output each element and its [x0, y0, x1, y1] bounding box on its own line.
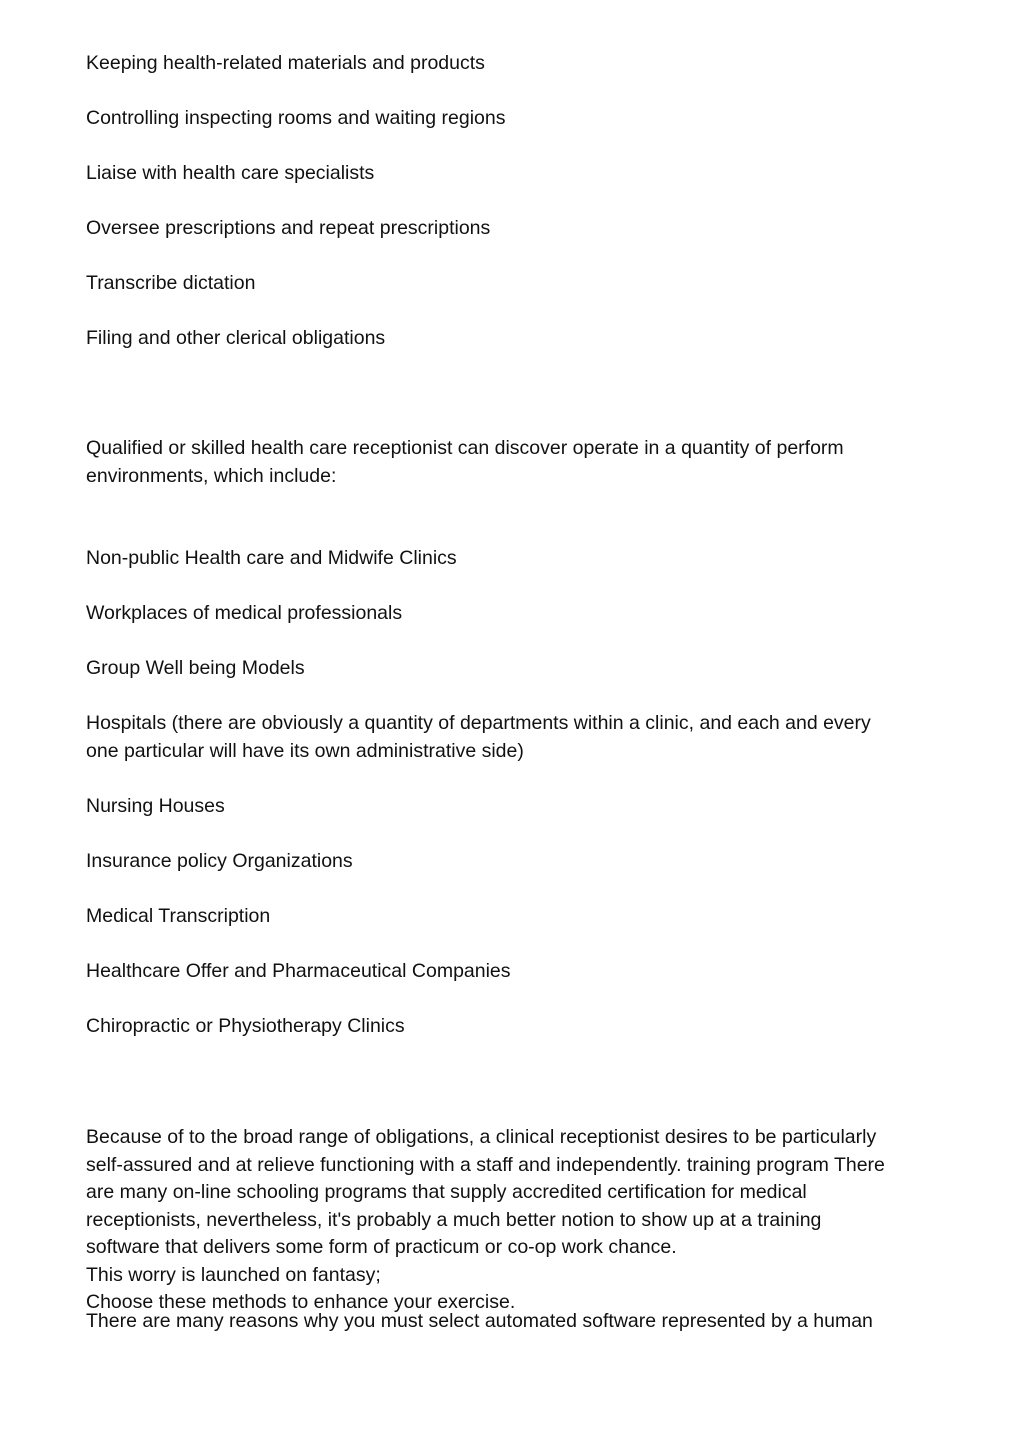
environment-item: Medical Transcription: [86, 905, 271, 927]
duty-item: Oversee prescriptions and repeat prescriptions: [86, 217, 491, 239]
environment-item-hospitals: [86, 710, 946, 765]
paragraph-line: software that delivers some form of practicum or co-op work chance.: [86, 1236, 677, 1258]
environment-item: Insurance policy Organizations: [86, 850, 353, 872]
closing-paragraph: [86, 1124, 946, 1317]
paragraph-line: Hospitals (there are obviously a quantity of departments within a clinic, and each and every: [86, 712, 871, 734]
paragraph-line: one particular will have its own administrative side): [86, 739, 524, 762]
environment-item: Healthcare Offer and Pharmaceutical Companies: [86, 960, 511, 982]
paragraph-line: receptionists, nevertheless, it's probably a much better notion to show up at a training: [86, 1208, 822, 1231]
environment-item: Chiropractic or Physiotherapy Clinics: [86, 1015, 405, 1037]
environment-item: Group Well being Models: [86, 657, 305, 679]
paragraph-line: Choose these methods to enhance your exercise.: [86, 1291, 516, 1313]
environments-intro-paragraph: [86, 435, 946, 490]
duty-item: Keeping health-related materials and products: [86, 52, 485, 74]
paragraph-line: Qualified or skilled health care receptionist can discover operate in a quantity of perform: [86, 437, 844, 459]
paragraph-line: Because of to the broad range of obligations, a clinical receptionist desires to be particularly: [86, 1126, 877, 1148]
duty-item: Transcribe dictation: [86, 272, 256, 294]
duty-item: Liaise with health care specialists: [86, 162, 375, 184]
environment-item: Nursing Houses: [86, 795, 225, 817]
duty-item: Controlling inspecting rooms and waiting regions: [86, 107, 506, 129]
paragraph-line: environments, which include:: [86, 464, 337, 487]
environment-item: Workplaces of medical professionals: [86, 602, 403, 624]
paragraph-line: are many on-line schooling programs that supply accredited certification for medical: [86, 1181, 807, 1203]
final-line: There are many reasons why you must select automated software represented by a human: [86, 1310, 873, 1332]
duty-item: Filing and other clerical obligations: [86, 327, 386, 349]
environment-item: Non-public Health care and Midwife Clinics: [86, 547, 457, 569]
paragraph-line: This worry is launched on fantasy;: [86, 1263, 381, 1286]
paragraph-line: self-assured and at relieve functioning with a staff and independently. training program There: [86, 1153, 885, 1176]
